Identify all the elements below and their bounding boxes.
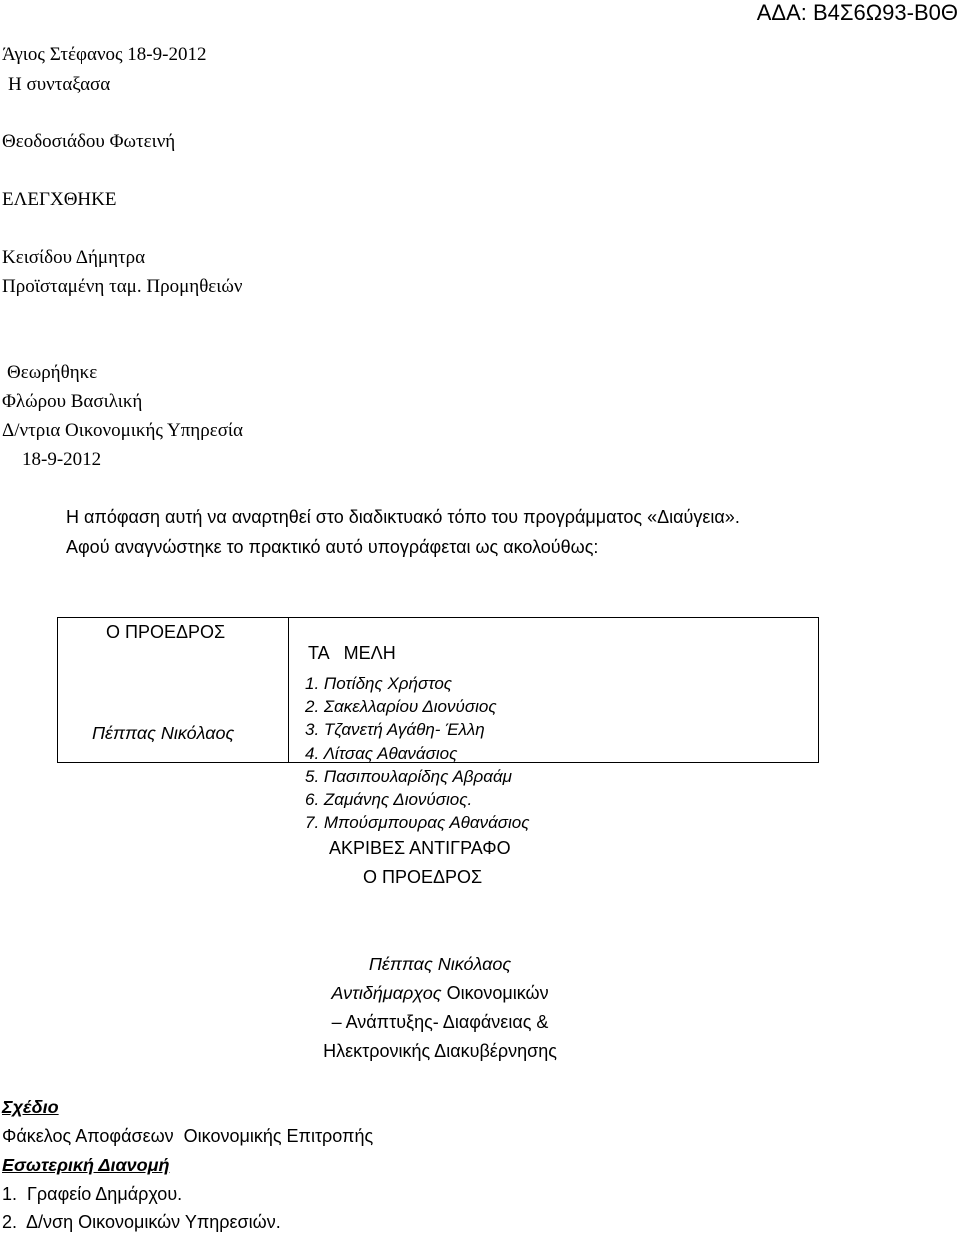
certified-role-italic: Αντιδήμαρχος <box>331 983 442 1003</box>
president-signature-cell <box>57 617 289 763</box>
notice-line-2: Αφού αναγνώστηκε το πρακτικό αυτό υπογράφεται ως ακολούθως: <box>66 537 599 557</box>
composed-label: Η συνταξασα <box>8 74 111 95</box>
certified-role <box>290 983 590 1004</box>
certified-president-title: Ο ΠΡΟΕΔΡΟΣ <box>363 867 483 887</box>
certified-name <box>290 954 590 975</box>
certified-role-line-2: – Ανάπτυξης- Διαφάνειας & <box>331 1012 549 1032</box>
member-item: 6. Ζαμάνης Διονύσιος. <box>305 789 473 809</box>
folder-line: Φάκελος Αποφάσεων Οικονομικής Επιτροπής <box>2 1126 374 1146</box>
member-item: 3. Τζανετή Αγάθη- Έλλη <box>305 720 485 740</box>
members-title: ΤΑ ΜΕΛΗ <box>308 643 396 663</box>
draft-heading: Σχέδιο <box>2 1097 59 1117</box>
president-title: Ο ΠΡΟΕΔΡΟΣ <box>106 622 226 642</box>
distribution-item: 2. Δ/νση Οικονομικών Υπηρεσιών. <box>2 1212 281 1232</box>
certified-role-rest: Οικονομικών <box>441 983 549 1003</box>
distribution-item: 1. Γραφείο Δημάρχου. <box>2 1184 183 1204</box>
reviewer-name: Φλώρου Βασιλική <box>2 391 143 412</box>
certified-role-line-3: Ηλεκτρονικής Διακυβέρνησης <box>323 1041 557 1061</box>
member-item: 7. Μπούσμπουρας Αθανάσιος <box>305 813 530 833</box>
certified-copy-label: ΑΚΡΙΒΕΣ ΑΝΤΙΓΡΑΦΟ <box>329 838 511 858</box>
member-item: 2. Σακελλαρίου Διονύσιος <box>305 697 497 717</box>
member-item: 5. Πασιπουλαρίδης Αβραάμ <box>305 766 512 786</box>
member-item: 4. Λίτσας Αθανάσιος <box>305 743 458 763</box>
certified-name-text: Πέππας Νικόλαος <box>368 954 512 974</box>
composer-name: Θεοδοσιάδου Φωτεινή <box>2 131 176 152</box>
reviewed-date: 18-9-2012 <box>22 449 102 470</box>
members-list <box>305 672 530 834</box>
checked-label: ΕΛΕΓΧΘΗΚΕ <box>2 189 117 210</box>
checker-role: Προϊσταμένη ταμ. Προμηθειών <box>2 276 243 297</box>
president-name: Πέππας Νικόλαος <box>92 723 235 743</box>
reviewer-role: Δ/ντρια Οικονομικής Υπηρεσία <box>2 420 243 441</box>
checker-name: Κεισίδου Δήμητρα <box>2 247 146 268</box>
member-item: 1. Ποτίδης Χρήστος <box>305 674 453 693</box>
notice-line-1: Η απόφαση αυτή να αναρτηθεί στο διαδικτυακό τόπο του προγράμματος «Διαύγεια». <box>66 507 740 527</box>
distribution-heading: Εσωτερική Διανομή <box>2 1155 170 1175</box>
reviewed-label: Θεωρήθηκε <box>7 362 98 383</box>
ada-code: ΑΔΑ: Β4Σ6Ω93-Β0Θ <box>756 0 958 25</box>
place-date: Άγιος Στέφανος 18-9-2012 <box>2 44 207 65</box>
